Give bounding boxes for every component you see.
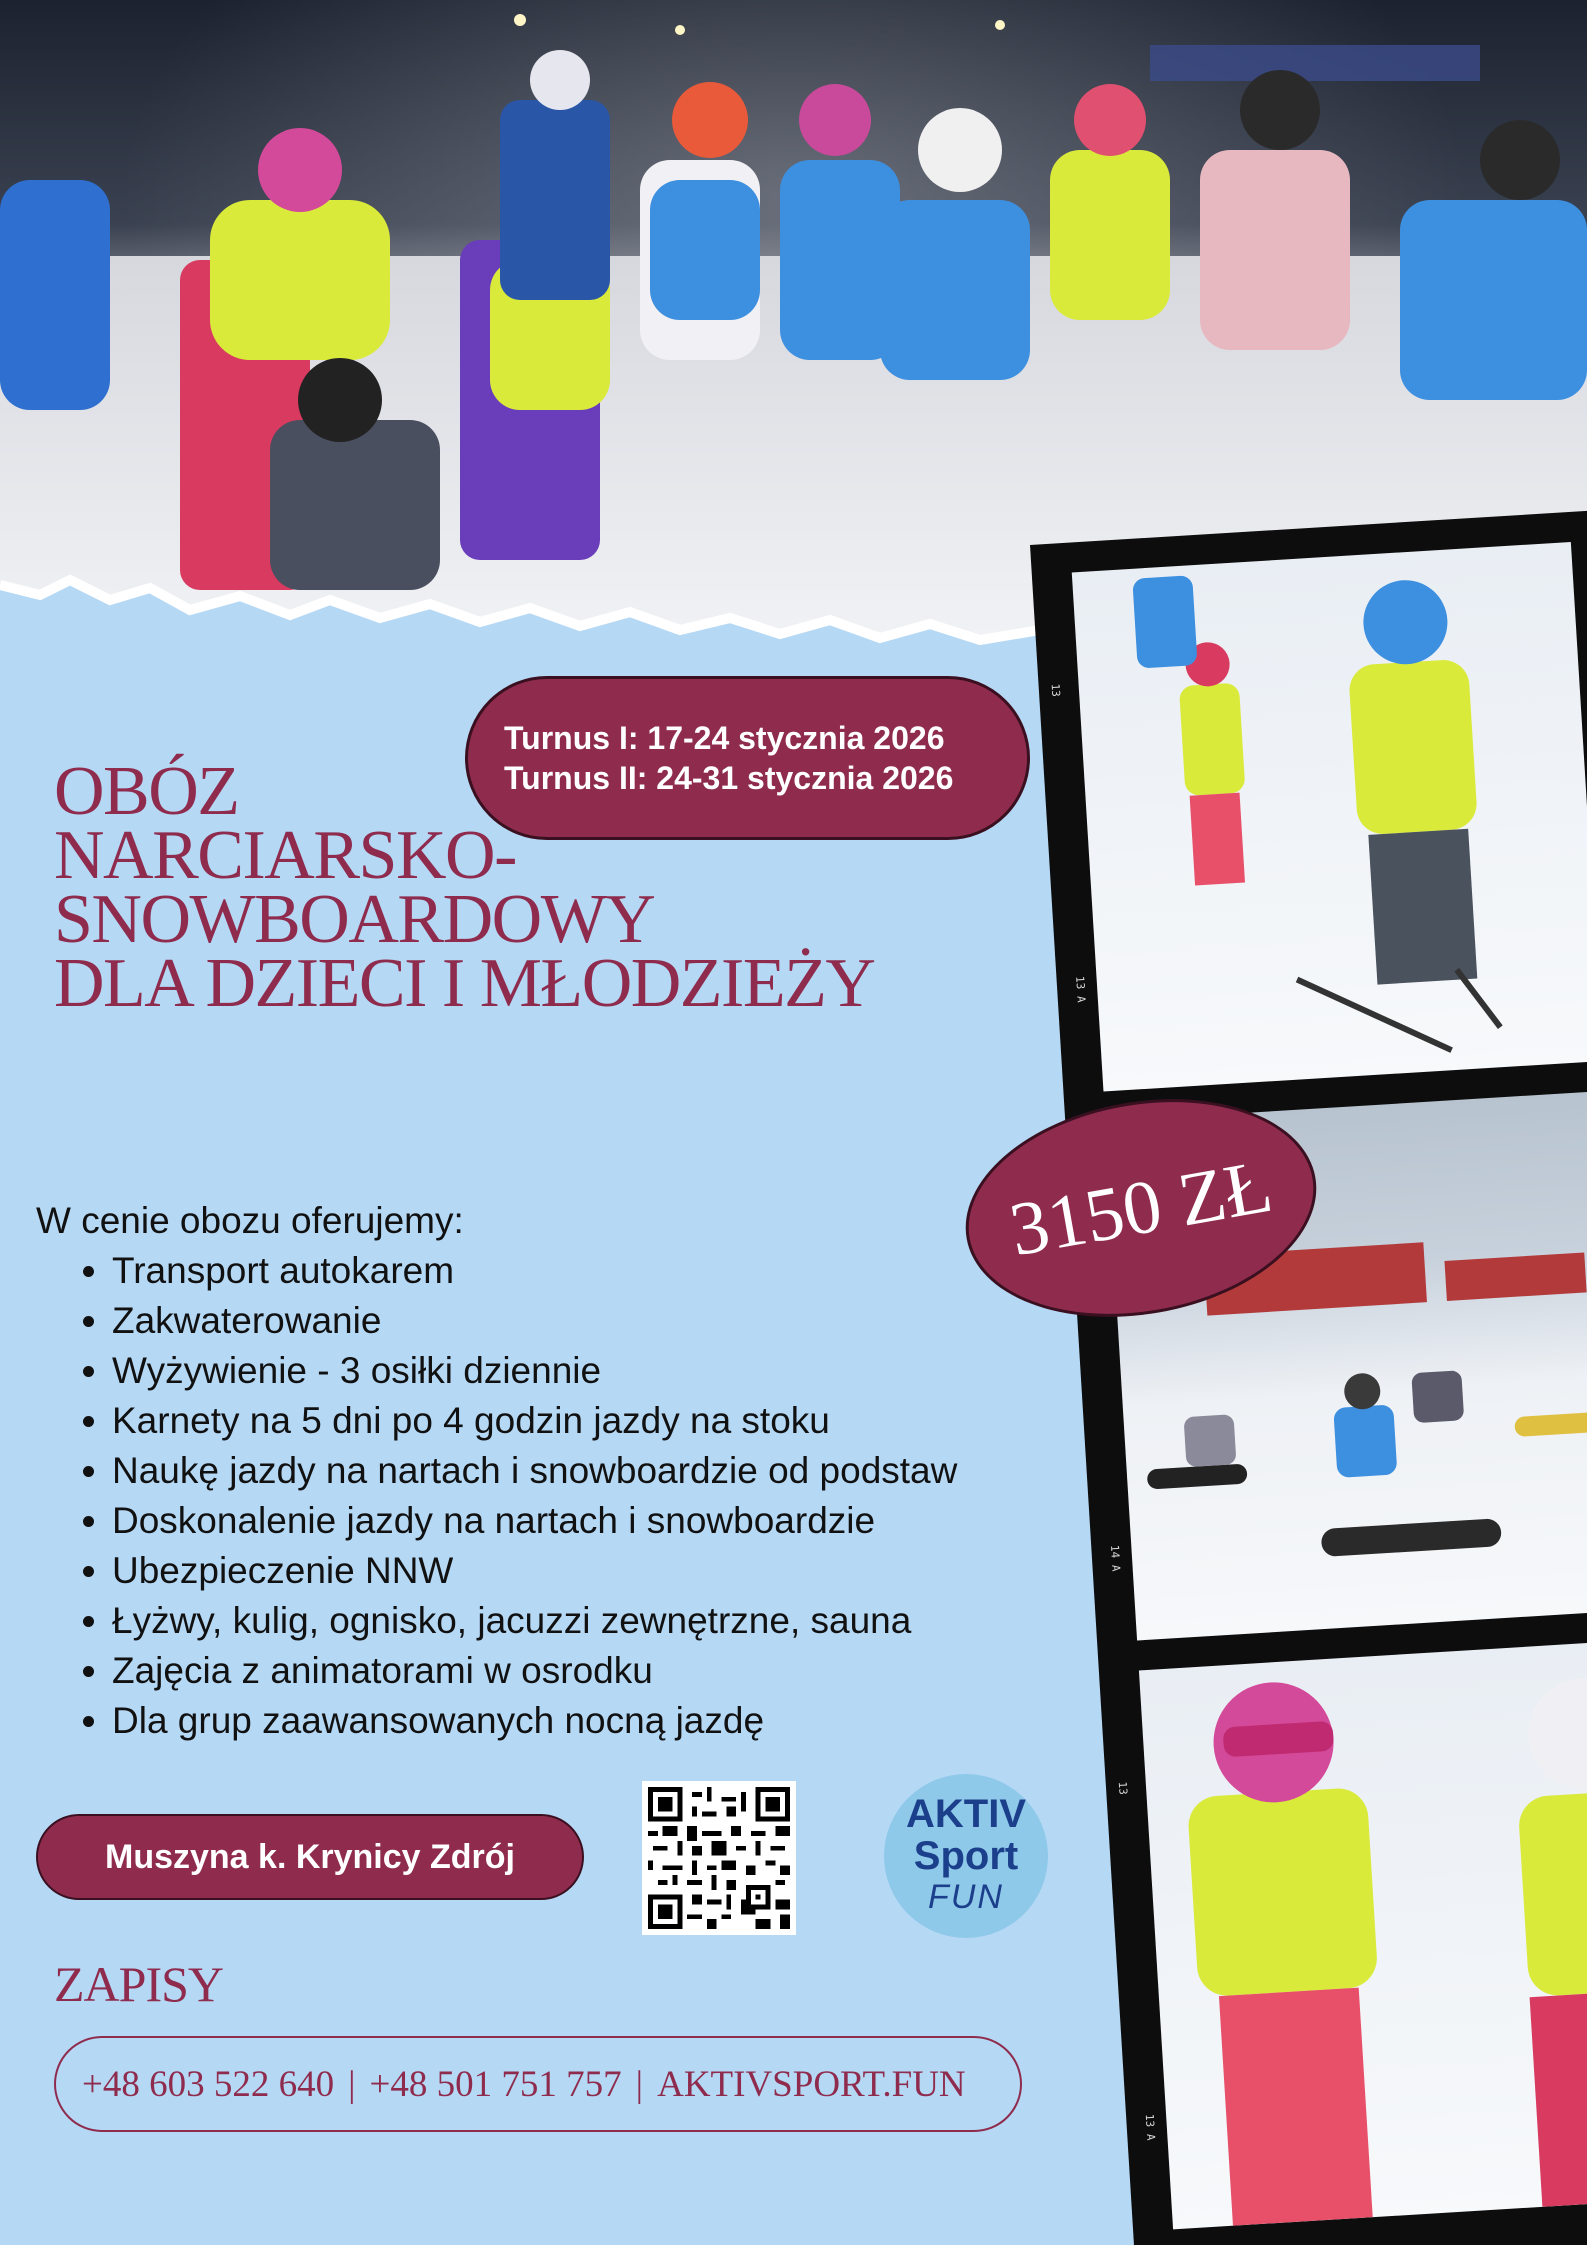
session-1-dates: Turnus I: 17-24 stycznia 2026 — [504, 720, 945, 756]
qr-code-icon — [648, 1787, 790, 1929]
separator: | — [635, 2063, 644, 2105]
offer-section — [36, 1196, 1036, 1746]
camp-title — [54, 753, 1034, 1022]
title-line: NARCIARSKO- — [54, 817, 516, 894]
logo-line: AKTIV — [906, 1792, 1026, 1836]
qr-code[interactable] — [642, 1781, 796, 1935]
list-item: • Zajęcia z animatorami w osrodku — [112, 1646, 1036, 1696]
film-mark: 13 A — [1142, 2113, 1158, 2141]
separator: | — [348, 2063, 356, 2105]
list-item: • Karnety na 5 dni po 4 godzin jazdy na stoku — [112, 1396, 1036, 1446]
ski-photo-2 — [1139, 1640, 1587, 2229]
phone-2-link[interactable]: +48 501 751 757 — [369, 2063, 622, 2105]
film-mark: 14 A — [1107, 1544, 1123, 1572]
location-badge: Muszyna k. Krynicy Zdrój — [36, 1814, 584, 1900]
list-item: • Wyżywienie - 3 osiłki dziennie — [112, 1346, 1036, 1396]
list-item: • Ubezpieczenie NNW — [112, 1546, 1036, 1596]
logo-line: FUN — [928, 1878, 1004, 1916]
list-item: • Doskonalenie jazdy na nartach i snowboardzie — [112, 1496, 1036, 1546]
signup-heading: ZAPISY — [54, 1956, 224, 2012]
film-mark: 13 A — [1073, 975, 1088, 1003]
list-item: • Naukę jazdy na nartach i snowboardzie od podstaw — [112, 1446, 1036, 1496]
film-mark: 13 — [1115, 1781, 1130, 1796]
title-line: SNOWBOARDOWY — [54, 881, 655, 958]
title-line: OBÓZ — [54, 753, 239, 830]
price-badge: 3150 ZŁ — [948, 1073, 1333, 1343]
phone-1-link[interactable]: +48 603 522 640 — [82, 2063, 335, 2105]
film-strip — [1030, 508, 1587, 2245]
logo-line: Sport — [913, 1834, 1019, 1878]
title-line: DLA DZIECI I MŁODZIEŻY — [54, 945, 875, 1022]
aktiv-sport-fun-logo — [884, 1774, 1048, 1938]
list-item: • Dla grup zaawansowanych nocną jazdę — [112, 1696, 1036, 1746]
offer-list — [36, 1246, 1036, 1746]
list-item: • Transport autokarem — [112, 1246, 1036, 1296]
list-item: • Zakwaterowanie — [112, 1296, 1036, 1346]
list-item: • Łyżwy, kulig, ognisko, jacuzzi zewnętrzne, sauna — [112, 1596, 1036, 1646]
film-mark: 13 — [1048, 683, 1063, 698]
contact-info — [54, 2036, 1022, 2132]
session-2-dates: Turnus II: 24-31 stycznia 2026 — [504, 760, 954, 796]
ski-photo-1 — [1072, 542, 1587, 1092]
offer-heading: W cenie obozu oferujemy: — [36, 1200, 464, 1241]
website-link[interactable]: AKTIVSPORT.FUN — [657, 2063, 966, 2105]
